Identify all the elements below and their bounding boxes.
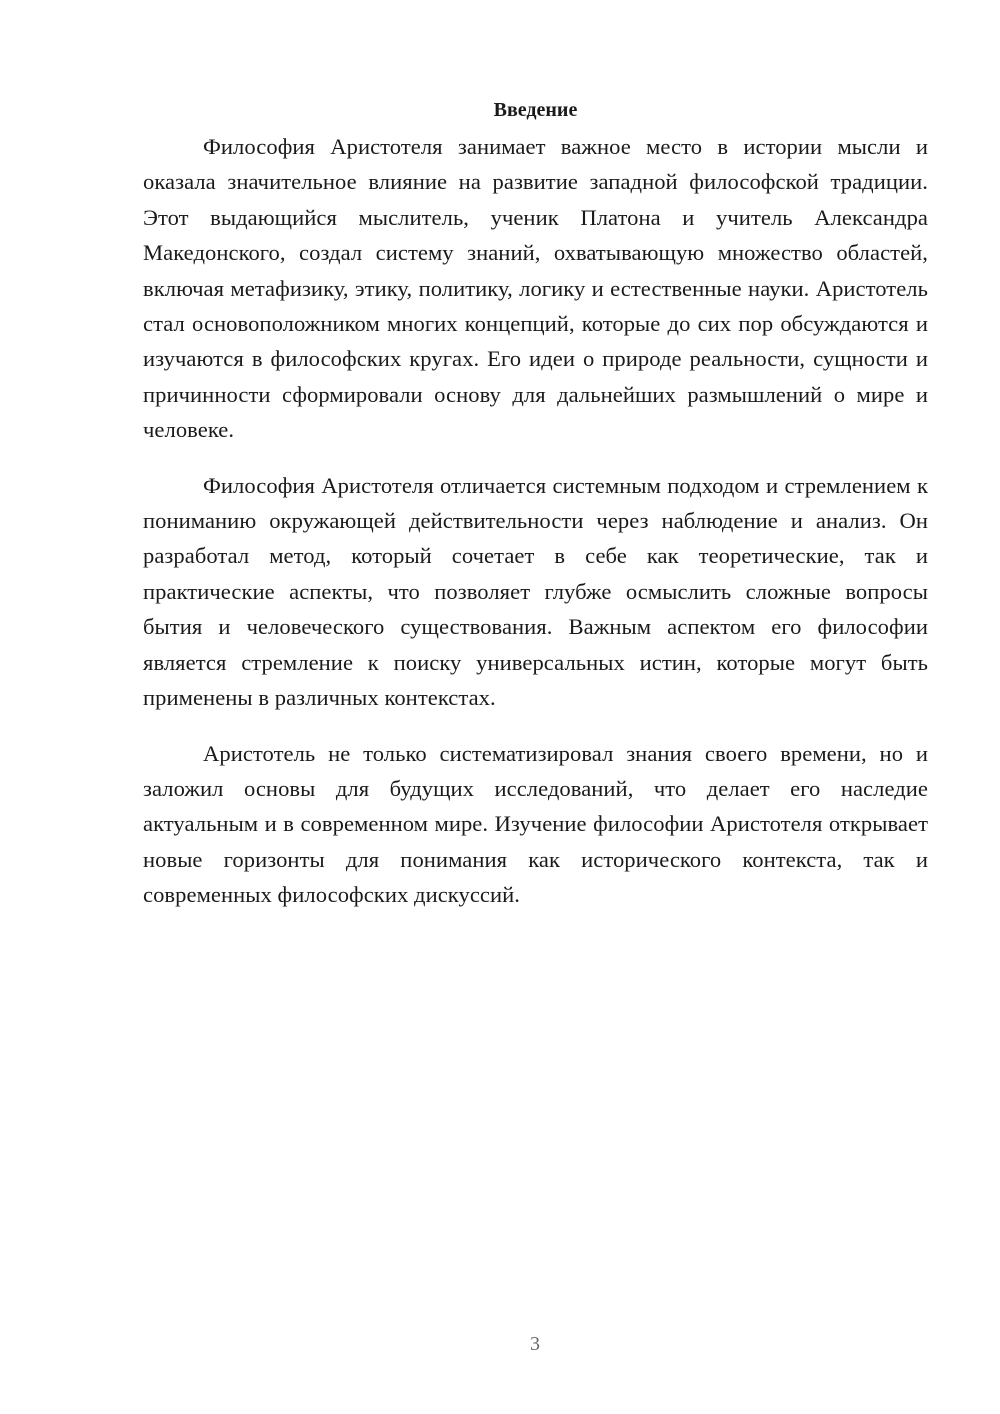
document-page — [143, 95, 928, 913]
paragraph-3: Аристотель не только систематизировал знания своего времени, но и заложил основы для будущих исследований, что делает его наследие актуальным и в современном мире. Изучение философии Аристотеля открывает новые горизонты для понимания как исторического контекста, так и современных философских дискуссий. — [143, 740, 928, 908]
paragraph-2: Философия Аристотеля отличается системным подходом и стремлением к пониманию окружающей действительности через наблюдение и анализ. Он разработал метод, который сочетает в себе как теоретические, так и практические аспекты, что позволяет глубже осмыслить сложные вопросы бытия и человеческого существования. Важным аспектом его философии является стремление к поиску универсальных истин, которые могут быть применены в различных контекстах. — [143, 472, 928, 711]
section-heading: Введение — [493, 99, 578, 121]
paragraph-1: Философия Аристотеля занимает важное место в истории мысли и оказала значительное влияние на развитие западной философской традиции. Этот выдающийся мыслитель, ученик Платона и учитель Александра Македонского, создал систему знаний, охватывающую множество областей, включая метафизику, этику, политику, логику и естественные науки. Аристотель стал основоположником многих концепций, которые до сих пор обсуждаются и изучаются в философских кругах. Его идеи о природе реальности, сущности и причинности сформировали основу для дальнейших размышлений о мире и человеке. — [143, 134, 928, 443]
page-number: 3 — [530, 1333, 540, 1355]
